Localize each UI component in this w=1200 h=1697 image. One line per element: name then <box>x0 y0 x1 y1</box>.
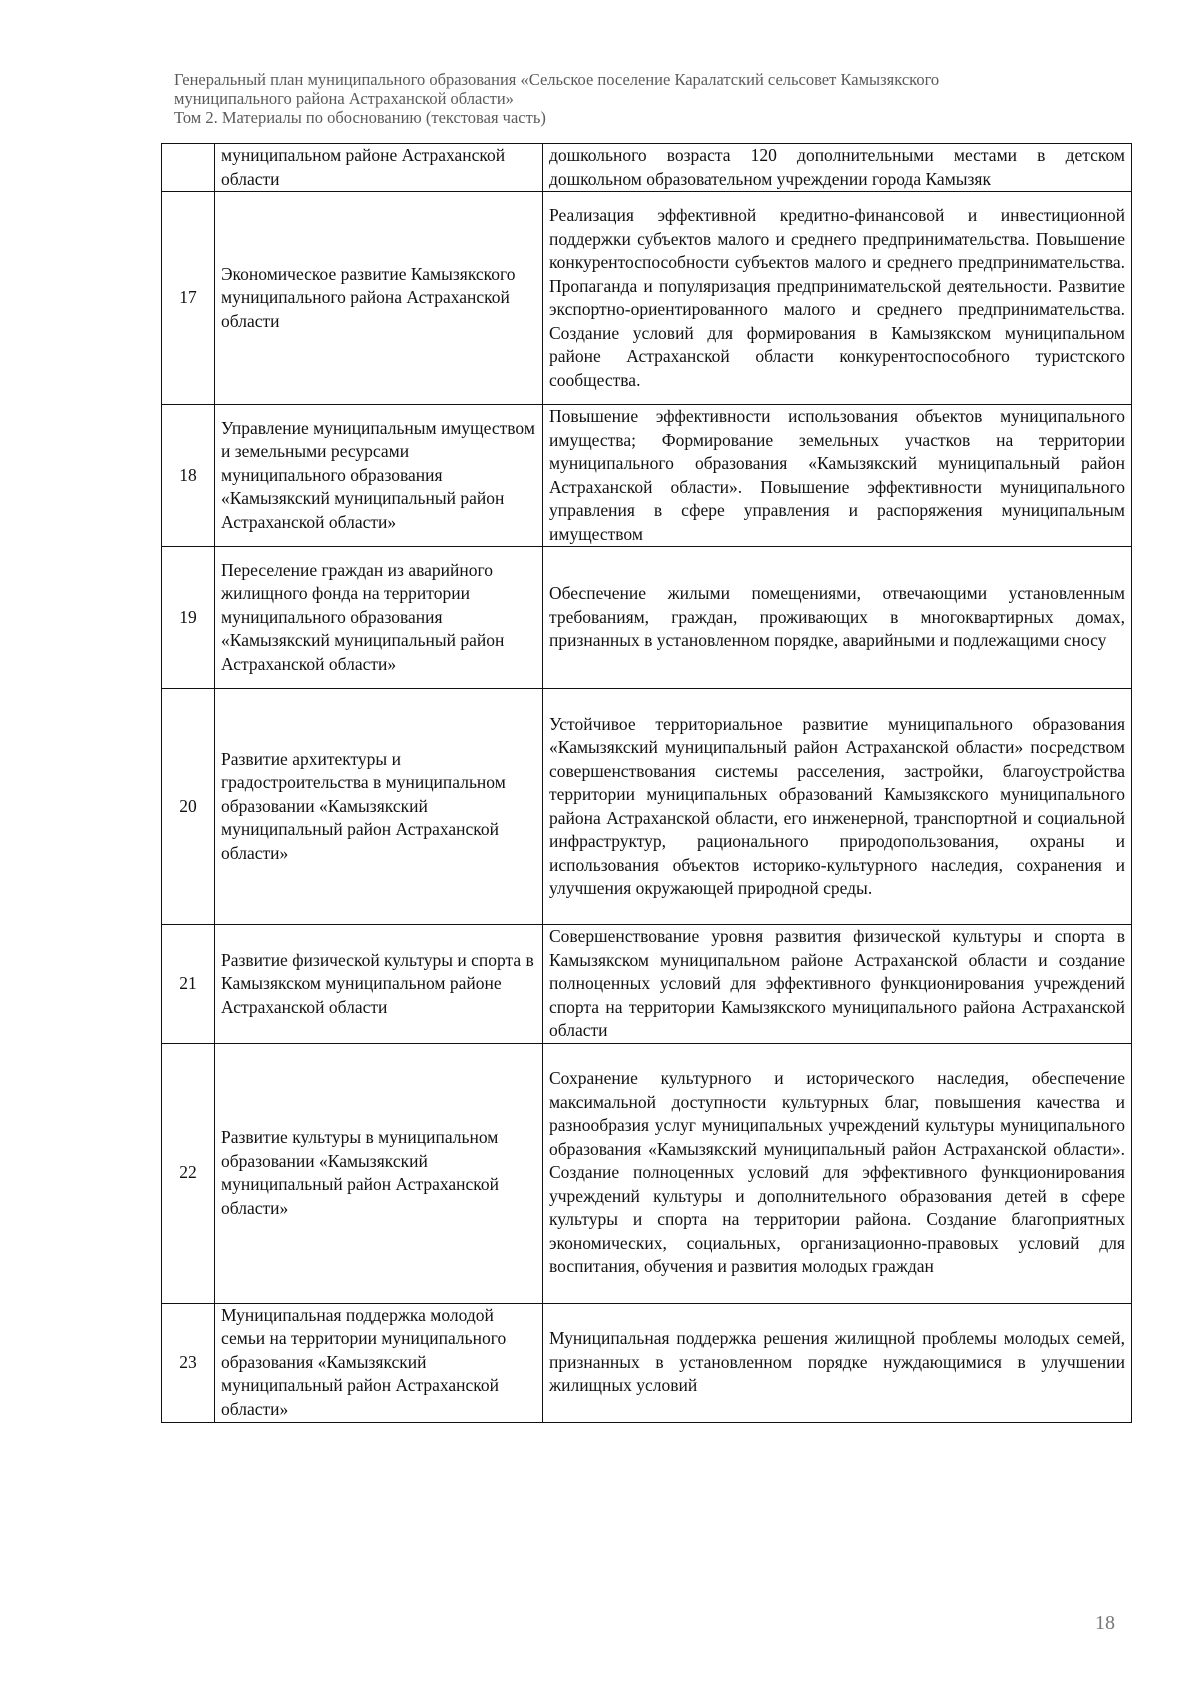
program-name: Развитие архитектуры и градостроительства в муниципальном образовании «Камызякский муниципальный район Астраханской области» <box>215 689 543 925</box>
program-description: дошкольного возраста 120 дополнительными местами в детском дошкольном образовательном учреждении города Камызяк <box>543 144 1132 192</box>
program-name: муниципальном районе Астраханской области <box>215 144 543 192</box>
program-description: Совершенствование уровня развития физической культуры и спорта в Камызякском муниципальном районе Астраханской области и создание полноценных условий для эффективного функционирования учреждений спорта на территории Камызякского муниципального района Астраханской области <box>543 925 1132 1044</box>
row-number: 22 <box>162 1043 215 1303</box>
program-name: Развитие культуры в муниципальном образовании «Камызякский муниципальный район Астраханской области» <box>215 1043 543 1303</box>
program-description: Реализация эффективной кредитно-финансовой и инвестиционной поддержки субъектов малого и среднего предпринимательства. Повышение конкурентоспособности субъектов малого и среднего предпринимательства. Пропаганда и популяризация предпринимательской деятельности. Развитие экспортно-ориентированного малого и среднего предпринимательства. Создание условий для формирования в Камызякском муниципальном районе Астраханской области конкурентоспособного туристского сообщества. <box>543 192 1132 405</box>
table-row <box>162 144 1132 192</box>
table-row <box>162 925 1132 1044</box>
programs-table <box>161 143 1132 1423</box>
row-number: 19 <box>162 547 215 689</box>
row-number <box>162 144 215 192</box>
program-description: Обеспечение жилыми помещениями, отвечающими установленным требованиям, граждан, проживающих в многоквартирных домах, признанных в установленном порядке, аварийными и подлежащими сносу <box>543 547 1132 689</box>
table-row <box>162 192 1132 405</box>
running-header <box>174 70 1134 127</box>
table-row <box>162 689 1132 925</box>
program-name: Переселение граждан из аварийного жилищного фонда на территории муниципального образования «Камызякский муниципальный район Астраханской области» <box>215 547 543 689</box>
header-volume-line: Том 2. Материалы по обоснованию (текстовая часть) <box>174 108 546 127</box>
table-row <box>162 1043 1132 1303</box>
program-description: Муниципальная поддержка решения жилищной проблемы молодых семей, признанных в установленном порядке нуждающимися в улучшении жилищных условий <box>543 1303 1132 1422</box>
row-number: 20 <box>162 689 215 925</box>
table-row <box>162 547 1132 689</box>
row-number: 23 <box>162 1303 215 1422</box>
row-number: 21 <box>162 925 215 1044</box>
program-name: Муниципальная поддержка молодой семьи на территории муниципального образования «Камызякский муниципальный район Астраханской области» <box>215 1303 543 1422</box>
program-name: Управление муниципальным имуществом и земельными ресурсами муниципального образования «Камызякский муниципальный район Астраханской области» <box>215 405 543 547</box>
table-row <box>162 1303 1132 1422</box>
row-number: 17 <box>162 192 215 405</box>
program-name: Развитие физической культуры и спорта в Камызякском муниципальном районе Астраханской области <box>215 925 543 1044</box>
table-row <box>162 405 1132 547</box>
header-title-line-2: муниципального района Астраханской области» <box>174 89 514 108</box>
program-description: Сохранение культурного и исторического наследия, обеспечение максимальной доступности культурных благ, повышения качества и разнообразия услуг муниципальных учреждений культуры муниципального образования «Камызякский муниципальный район Астраханской области». Создание полноценных условий для эффективного функционирования учреждений культуры и дополнительного образования детей в сфере культуры и спорта на территории района. Создание благоприятных экономических, социальных, организационно-правовых условий для воспитания, обучения и развития молодых граждан <box>543 1043 1132 1303</box>
page-number: 18 <box>1095 1612 1115 1634</box>
row-number: 18 <box>162 405 215 547</box>
header-title-line-1: Генеральный план муниципального образования «Сельское поселение Каралатский сельсовет Камызякского <box>174 70 940 89</box>
program-description: Устойчивое территориальное развитие муниципального образования «Камызякский муниципальный район Астраханской области» посредством совершенствования системы расселения, застройки, благоустройства территории муниципальных образований Камызякского муниципального района Астраханской области, его инженерной, транспортной и социальной инфраструктур, рационального природопользования, охраны и использования объектов историко-культурного наследия, сохранения и улучшения окружающей природной среды. <box>543 689 1132 925</box>
program-name: Экономическое развитие Камызякского муниципального района Астраханской области <box>215 192 543 405</box>
program-description: Повышение эффективности использования объектов муниципального имущества; Формирование земельных участков на территории муниципального образования «Камызякский муниципальный район Астраханской области». Повышение эффективности муниципального управления в сфере управления и распоряжения муниципальным имуществом <box>543 405 1132 547</box>
